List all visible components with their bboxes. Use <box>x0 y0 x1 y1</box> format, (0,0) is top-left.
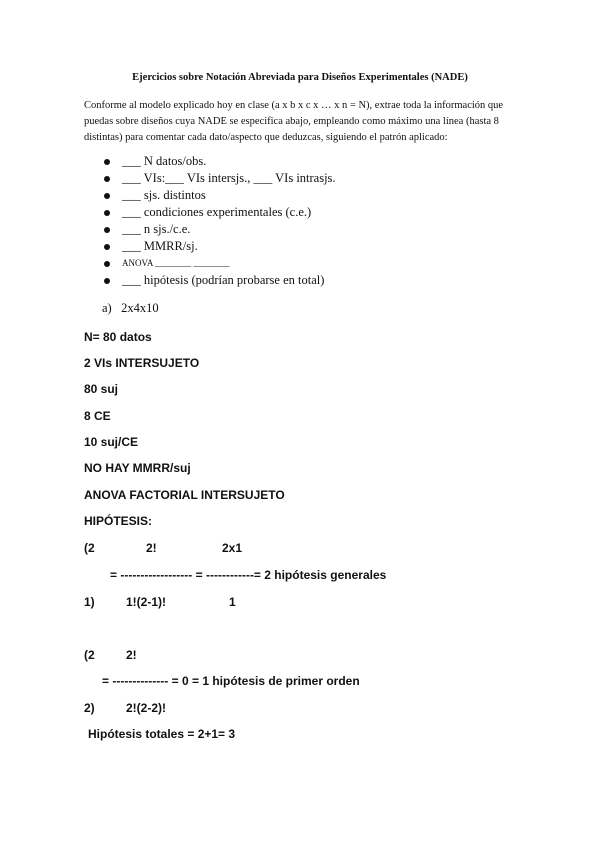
bullet-icon <box>104 210 110 216</box>
exercise-marker: a) <box>102 301 112 315</box>
calc1-denominator-b: 1!(2-1)! <box>126 595 167 609</box>
bullet-icon <box>104 261 110 267</box>
calc1-numerator-c: 2x1 <box>222 541 243 555</box>
list-item: ___ n sjs./c.e. <box>104 221 336 238</box>
instructions-paragraph: Conforme al modelo explicado hoy en clase (a x b x c x … x n = N), extrae toda la información que puedas sobre diseños cuya NADE se especifica abajo, empleando como máximo una línea (hasta 8 distintas) para comentar cada dato/aspecto que deduzcas, siguiendo el patrón aplicado: <box>84 100 504 143</box>
list-item: ___ VIs:___ VIs intersjs., ___ VIs intrasjs. <box>104 170 336 187</box>
page-title: Ejercicios sobre Notación Abreviada para Diseños Experimentales (NADE) <box>132 72 468 83</box>
calc1-numerator-a: (2 <box>84 541 95 555</box>
answer-mmrr: NO HAY MMRR/suj <box>84 461 191 475</box>
list-item: ___ N datos/obs. <box>104 153 336 170</box>
answer-n-datos: N= 80 datos <box>84 330 152 344</box>
calc2-numerator-a: (2 <box>84 648 95 662</box>
calc1-numerator-b: 2! <box>146 541 157 555</box>
pattern-list <box>104 153 336 289</box>
calc2-denominator-b: 2!(2-2)! <box>126 701 167 715</box>
answer-vis: 2 VIs INTERSUJETO <box>84 356 200 370</box>
calc2-denominator-a: 2) <box>84 701 95 715</box>
calc1-denominator-c: 1 <box>229 595 236 609</box>
list-item: ANOVA ________ ________ <box>104 255 336 272</box>
exercise-nade: 2x4x10 <box>121 301 159 315</box>
list-item: ___ MMRR/sj. <box>104 238 336 255</box>
calc1-denominator-a: 1) <box>84 595 95 609</box>
exercise-design <box>102 301 159 316</box>
answer-sujetos: 80 suj <box>84 382 119 396</box>
calc1-equation: = ------------------ = ------------= 2 hipótesis generales <box>110 568 387 582</box>
answer-ce: 8 CE <box>84 409 111 423</box>
bullet-icon <box>104 159 110 165</box>
total-hipotesis: Hipótesis totales = 2+1= 3 <box>88 727 236 741</box>
bullet-icon <box>104 176 110 182</box>
answer-hipotesis-label: HIPÓTESIS: <box>84 514 153 528</box>
bullet-icon <box>104 244 110 250</box>
list-item: ___ condiciones experimentales (c.e.) <box>104 204 336 221</box>
answer-anova: ANOVA FACTORIAL INTERSUJETO <box>84 488 285 502</box>
answer-suj-ce: 10 suj/CE <box>84 435 139 449</box>
bullet-icon <box>104 193 110 199</box>
calc2-equation: = -------------- = 0 = 1 hipótesis de primer orden <box>102 674 360 688</box>
list-item: ___ sjs. distintos <box>104 187 336 204</box>
calc2-numerator-b: 2! <box>126 648 137 662</box>
bullet-icon <box>104 278 110 284</box>
bullet-icon <box>104 227 110 233</box>
list-item: ___ hipótesis (podrían probarse en total) <box>104 272 336 289</box>
